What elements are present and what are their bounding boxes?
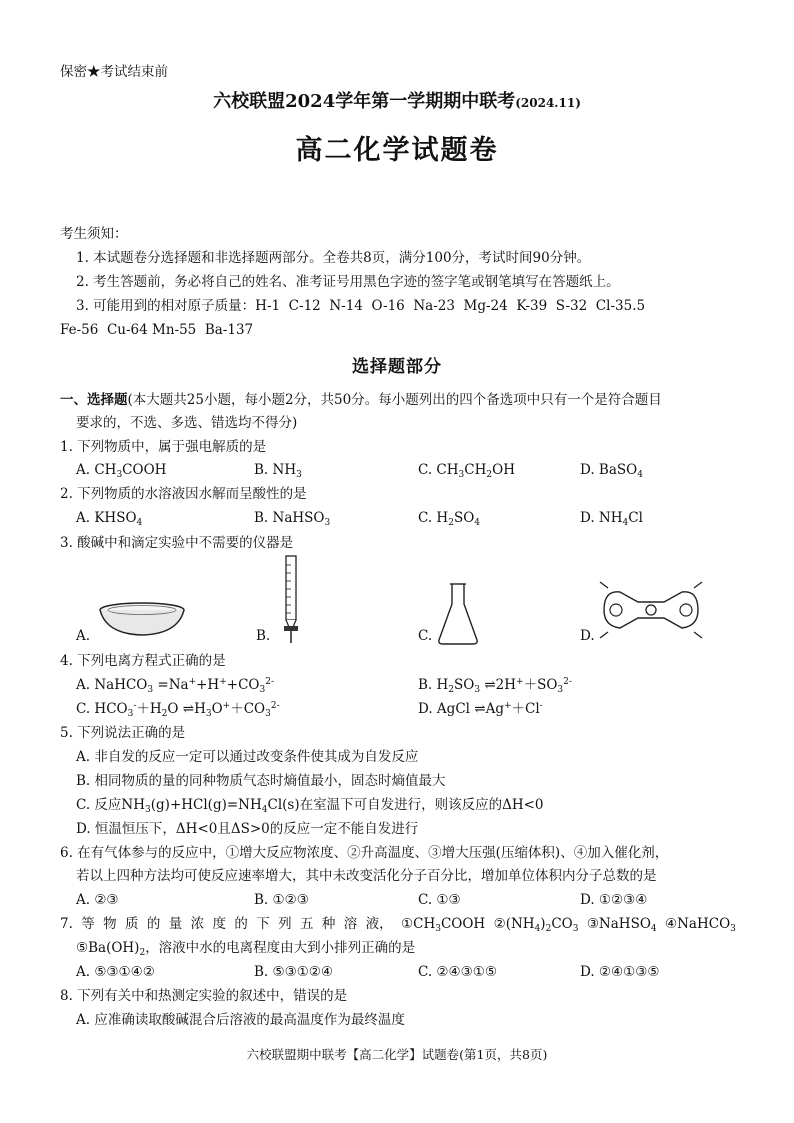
q1-option-b: B. $NH_3$	[254, 462, 302, 480]
q6-stem: 6. 在有气体参与的反应中，①增大反应物浓度、②升高温度、③增大压强(压缩体积)、④加入催化剂，	[60, 845, 669, 861]
q3-option-b: B.	[256, 628, 271, 644]
q7-option-b: B. ⑤③①②④	[254, 964, 334, 980]
q4-option-b: B. $H_2SO_3$ $\rightleftharpoons 2H^++SO_3^{2-}$	[418, 677, 572, 695]
part1-header	[60, 390, 662, 410]
q4-option-a: A. NaHCO$_3$ $=Na^++H^++CO_3^{2-}$	[76, 677, 274, 695]
burette-clamp-icon	[598, 580, 704, 642]
q3-stem: 3. 酸碱中和滴定实验中不需要的仪器是	[60, 535, 294, 551]
q2-option-d: D. $NH_4Cl$	[580, 510, 643, 528]
section-title: 选择题部分	[352, 357, 442, 377]
q7-stem: 7. 等 物 质 的 量 浓 度 的 下 列 五 种 溶 液， $①CH_3COOH$ $②(NH_4)_2CO_3$ ③NaHSO$_4$ ④NaHCO$_3$	[60, 916, 736, 934]
notice-item-3: 3. 可能用到的相对原子质量：H-1 C-12 N-14 O-16 Na-23 Mg-24 K-39 S-32 Cl-35.5	[76, 298, 646, 314]
q8-option-a: A. 应准确读取酸碱混合后溶液的最高温度作为最终温度	[76, 1012, 405, 1028]
q3-option-c: C.	[418, 628, 433, 644]
q1-option-a: A. $CH_3COOH$	[76, 462, 167, 480]
q5-stem: 5. 下列说法正确的是	[60, 725, 186, 741]
part1-label: 一、选择题	[60, 392, 128, 408]
q6-stem-cont: 若以上四种方法均可使反应速率增大，其中未改变活化分子百分比，增加单位体积内分子总数的是	[76, 868, 657, 884]
q5-c-part2: (g)+HCl(g)=NH	[150, 797, 262, 813]
q5-c-part3: Cl(s)在室温下可自发进行，则该反应的ΔH<0	[267, 797, 544, 813]
q7-option-a: A. ⑤③①④②	[76, 964, 155, 980]
q5-option-a: A. 非自发的反应一定可以通过改变条件使其成为自发反应	[76, 749, 419, 765]
notice-item-1: 1. 本试题卷分选择题和非选择题两部分。全卷共8页，满分100分，考试时间90分钟。	[76, 250, 591, 266]
q4-option-d: D. AgCl ⇌Ag+＋Cl-	[418, 701, 543, 717]
q5-option-b: B. 相同物质的量的同种物质气态时熵值最小，固态时熵值最大	[76, 773, 446, 789]
part1-desc: (本大题共25小题，每小题2分，共50分。每小题列出的四个备选项中只有一个是符合题目	[127, 392, 662, 408]
q2-option-b: B. NaHSO$_3$	[254, 510, 331, 528]
q2-stem: 2. 下列物质的水溶液因水解而呈酸性的是	[60, 486, 307, 502]
confidential-mark: 保密★考试结束前	[60, 64, 168, 80]
exam-title	[0, 92, 794, 113]
q8-stem: 8. 下列有关中和热测定实验的叙述中，错误的是	[60, 988, 348, 1004]
conical-flask-icon	[436, 582, 480, 646]
q2-option-a: A. $KHSO_4$	[76, 510, 143, 528]
q6-option-d: D. ①②③④	[580, 892, 648, 908]
exam-date: (2024.11)	[515, 96, 581, 110]
q7-option-d: D. ②④①③⑤	[580, 964, 660, 980]
q4-option-c: C. $HCO_3^-+H_2O$ $\rightleftharpoons H_3O^++CO_3^{2-}$	[76, 701, 280, 719]
q6-option-b: B. ①②③	[254, 892, 309, 908]
q5-option-d: D. 恒温恒压下，ΔH<0且ΔS>0的反应一定不能自发进行	[76, 821, 419, 837]
notice-heading: 考生须知：	[60, 226, 128, 242]
q3-option-d: D.	[580, 628, 595, 644]
q2-option-c: C. $H_2SO_4$	[418, 510, 481, 528]
q3-option-a: A.	[76, 628, 91, 644]
q4-stem: 4. 下列电离方程式正确的是	[60, 653, 226, 669]
burette-icon	[280, 555, 302, 645]
part1-desc-cont: 要求的，不选、多选、错选均不得分)	[76, 415, 298, 431]
notice-item-3-cont: Fe-56 Cu-64 Mn-55 Ba-137	[60, 322, 254, 338]
notice-item-2: 2. 考生答题前，务必将自己的姓名、准考证号用黑色字迹的签字笔或钢笔填写在答题纸上。	[76, 274, 620, 290]
q5-c-part1: C. 反应NH	[76, 797, 146, 813]
q7-option-c: C. ②④③①⑤	[418, 964, 497, 980]
page-footer: 六校联盟期中联考【高二化学】试题卷(第1页，共8页)	[246, 1047, 548, 1062]
q6-option-c: C. ①③	[418, 892, 461, 908]
q7-stem-cont: $⑤Ba(OH)_2$，溶液中水的电离程度由大到小排列正确的是	[76, 940, 416, 958]
q1-option-c: C. $CH_3CH_2OH$	[418, 462, 515, 480]
q6-option-a: A. ②③	[76, 892, 119, 908]
q1-option-d: D. BaSO$_4$	[580, 462, 643, 480]
q1-stem: 1. 下列物质中，属于强电解质的是	[60, 439, 267, 455]
evaporating-dish-icon	[96, 600, 188, 640]
exam-title-main: 六校联盟2024学年第一学期期中联考	[213, 91, 516, 112]
q5-option-c: C. 反应$NH_3(g)+HCl(g)=NH_4Cl(s)$在室温下可自发进行，则该反应的ΔH<0	[76, 797, 544, 815]
paper-subtitle: 高二化学试题卷	[295, 135, 499, 166]
